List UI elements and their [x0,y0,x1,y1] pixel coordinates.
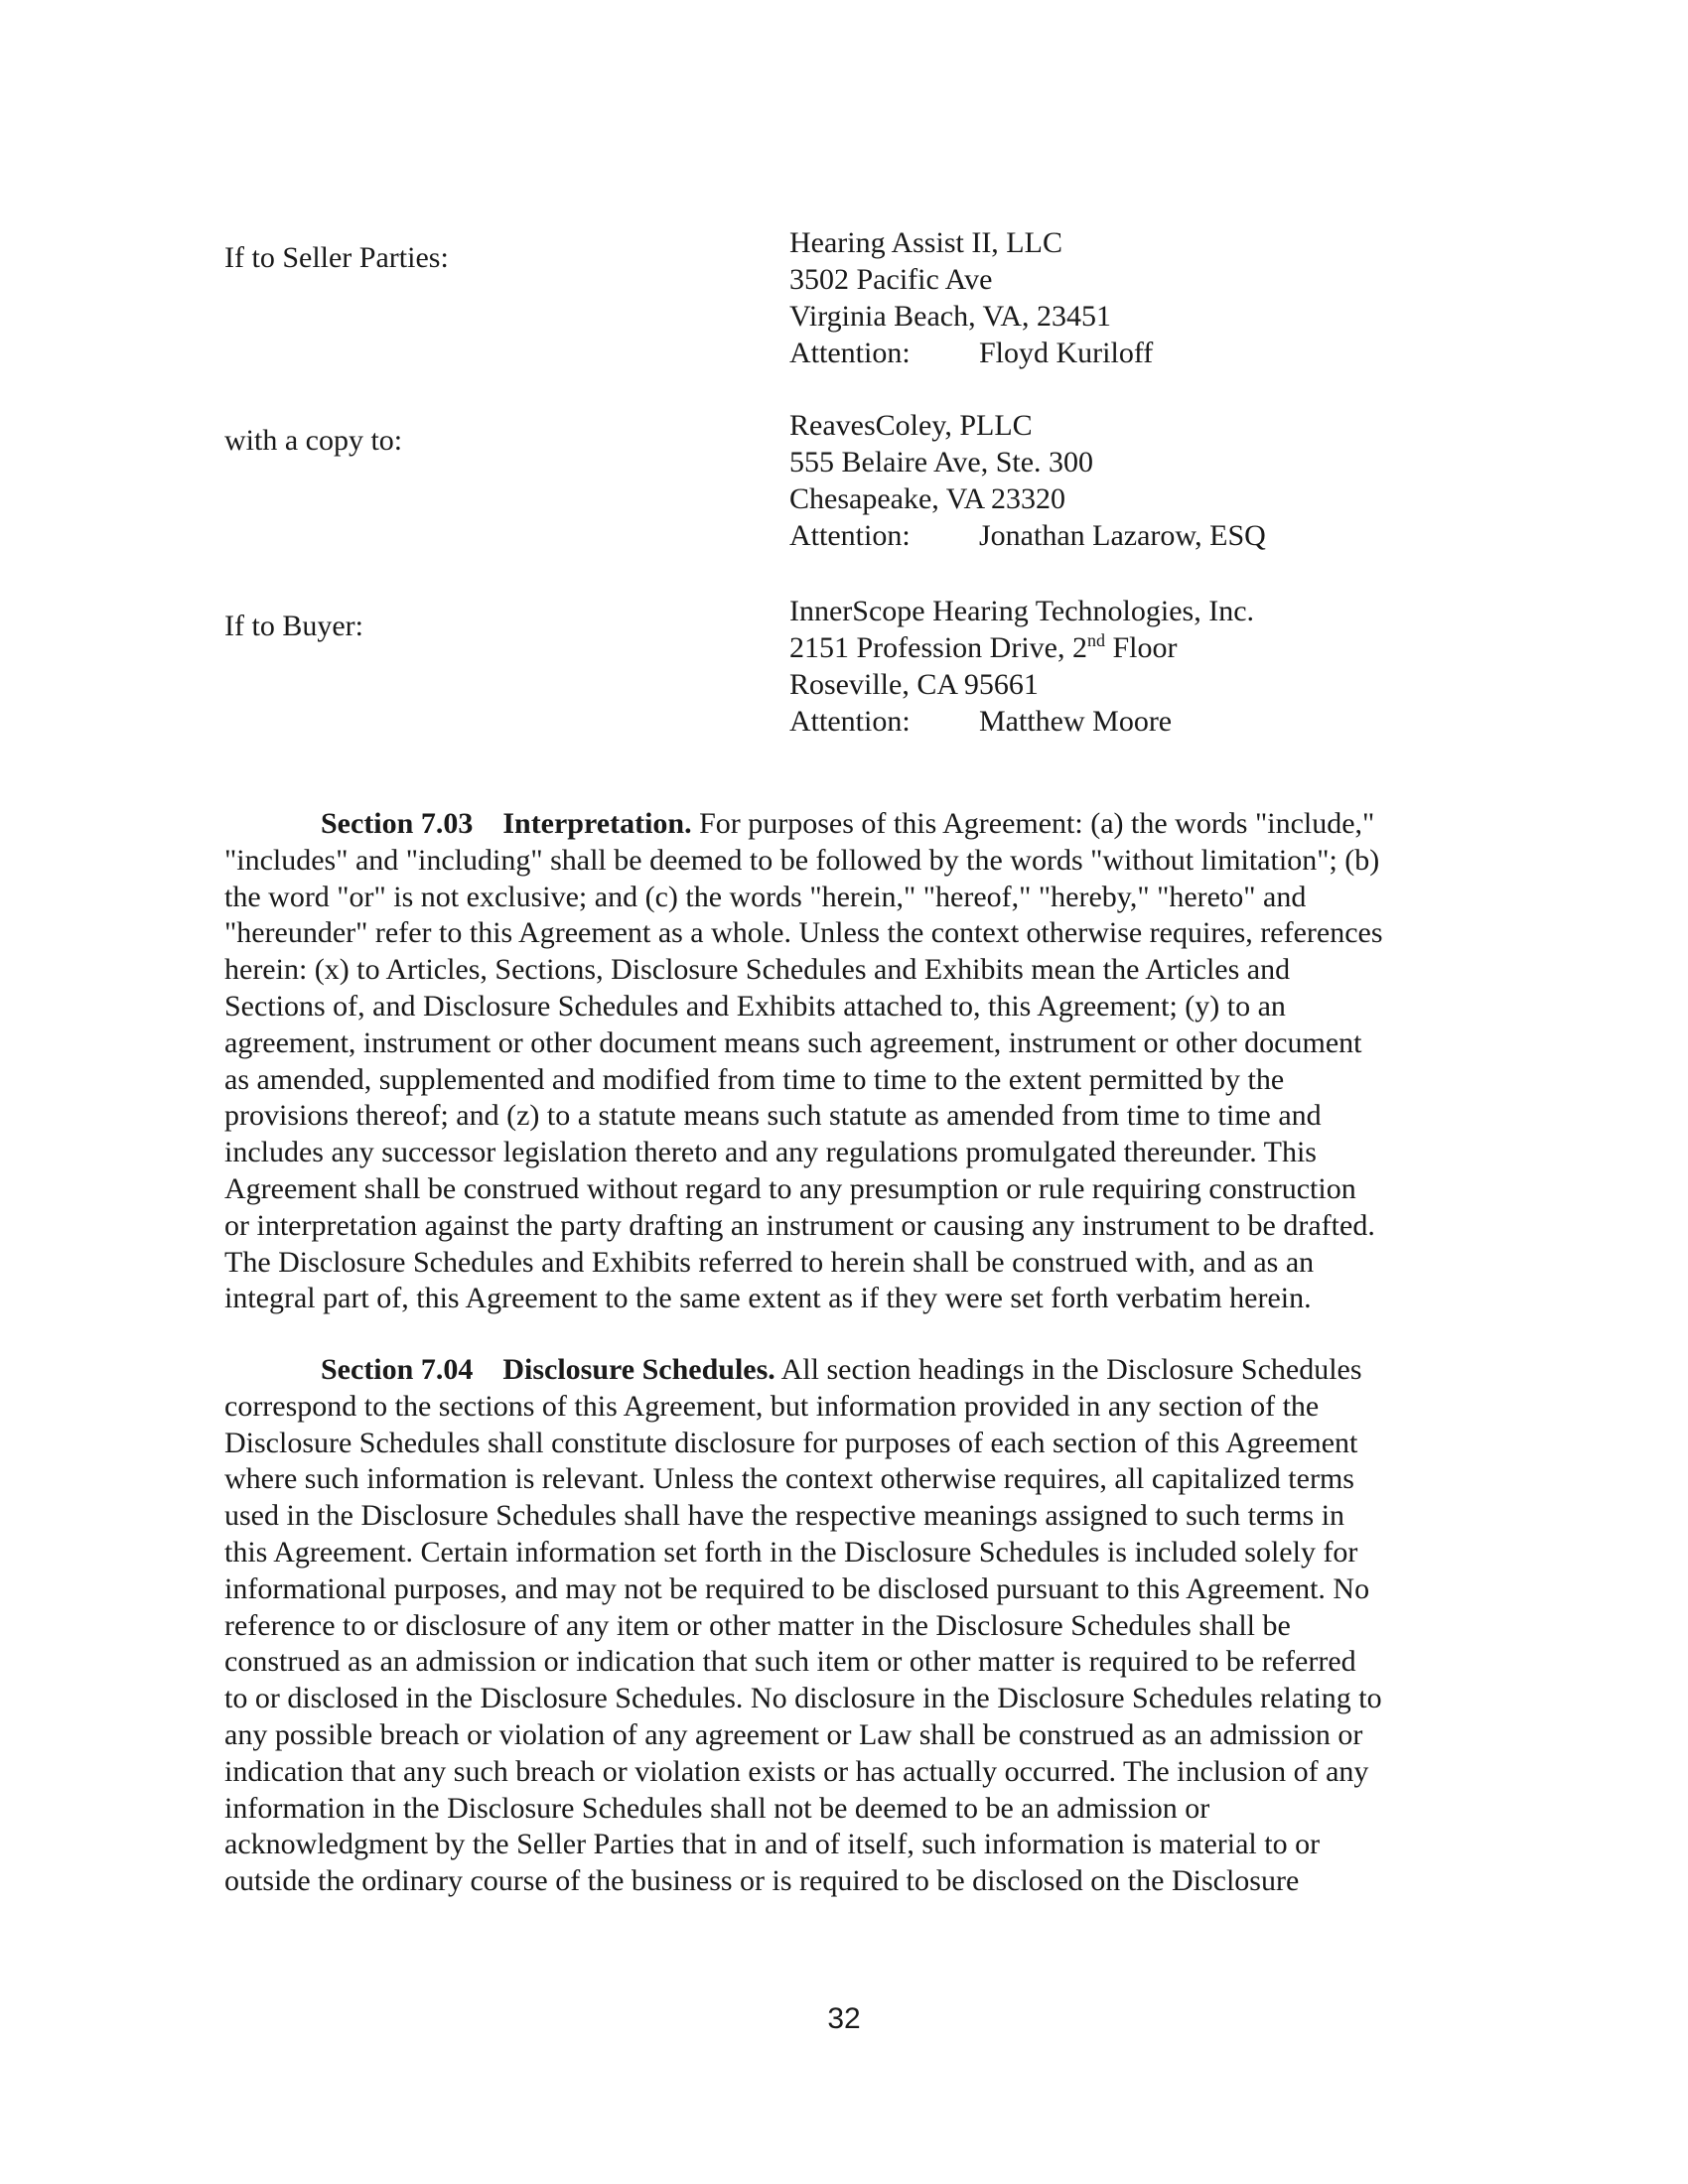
paragraph-line: used in the Disclosure Schedules shall have the respective meanings assigned to such terms in [224,1499,1345,1533]
attention-name: Floyd Kuriloff [979,337,1154,369]
paragraph-line: as amended, supplemented and modified from time to time to the extent permitted by the [224,1062,1285,1096]
address-line: Virginia Beach, VA, 23451 [789,300,1112,333]
address-line [789,629,1254,666]
paragraph-line: the word "or" is not exclusive; and (c) the words "herein," "hereof," "hereby," "hereto" and [224,880,1307,913]
address-line: ReavesColey, PLLC [789,409,1033,442]
ordinal-suffix: nd [1086,630,1105,650]
paragraph-line: "hereunder" refer to this Agreement as a whole. Unless the context otherwise requires, references [224,916,1383,950]
notice-address [789,224,1153,371]
notice-label: with a copy to: [224,424,403,457]
notice-label: If to Buyer: [224,610,363,642]
address-line: InnerScope Hearing Technologies, Inc. [789,595,1255,627]
attention-line [789,703,1254,740]
attention-label: Attention: [789,519,911,552]
section-first-line [224,1352,1476,1389]
address-floor: Floor [1104,631,1178,664]
section-7-03 [224,806,1476,1317]
paragraph-text: For purposes of this Agreement: (a) the words "include," [691,807,1375,840]
section-title: Interpretation. [502,807,692,840]
address-line: Chesapeake, VA 23320 [789,482,1066,515]
notice-label: If to Seller Parties: [224,241,449,274]
paragraph-line: Agreement shall be construed without regard to any presumption or rule requiring construction [224,1171,1356,1205]
section-7-04 [224,1352,1476,1900]
section-first-line [224,806,1476,843]
notice-address [789,407,1266,554]
paragraph-line: agreement, instrument or other document means such agreement, instrument or other document [224,1025,1362,1059]
paragraph-line: where such information is relevant. Unless the context otherwise requires, all capitalized terms [224,1462,1354,1496]
address-line: Hearing Assist II, LLC [789,226,1062,259]
address-street: 2151 Profession Drive, 2 [789,631,1087,664]
paragraph-line: integral part of, this Agreement to the same extent as if they were set forth verbatim herein. [224,1282,1312,1315]
paragraph-line: herein: (x) to Articles, Sections, Disclosure Schedules and Exhibits mean the Articles and [224,953,1291,987]
paragraph-line: "includes" and "including" shall be deemed to be followed by the words "without limitation"; (b) [224,843,1380,877]
attention-line [789,517,1266,554]
attention-line [789,335,1153,371]
section-title: Disclosure Schedules. [502,1353,775,1386]
paragraph-line: correspond to the sections of this Agreement, but information provided in any section of the [224,1389,1320,1423]
paragraph-line: to or disclosed in the Disclosure Schedules. No disclosure in the Disclosure Schedules relating to [224,1682,1382,1715]
section-number: Section 7.04 [321,1353,474,1386]
paragraph-text: All section headings in the Disclosure Schedules [774,1353,1362,1386]
notice-address [789,593,1254,740]
address-line: Roseville, CA 95661 [789,668,1039,701]
paragraph-line: or interpretation against the party drafting an instrument or causing any instrument to be drafted. [224,1208,1375,1242]
paragraph-line: provisions thereof; and (z) to a statute means such statute as amended from time to time and [224,1099,1322,1133]
paragraph-line: reference to or disclosure of any item or other matter in the Disclosure Schedules shall be [224,1608,1291,1642]
paragraph-line: The Disclosure Schedules and Exhibits referred to herein shall be construed with, and as an [224,1245,1315,1279]
address-line: 555 Belaire Ave, Ste. 300 [789,446,1094,478]
paragraph-line: includes any successor legislation thereto and any regulations promulgated thereunder. This [224,1136,1317,1169]
paragraph-line: construed as an admission or indication that such item or other matter is required to be referred [224,1645,1356,1679]
paragraph-line: Disclosure Schedules shall constitute disclosure for purposes of each section of this Agreement [224,1426,1358,1459]
attention-name: Jonathan Lazarow, ESQ [979,519,1266,552]
paragraph-line: this Agreement. Certain information set forth in the Disclosure Schedules is included solely for [224,1535,1358,1569]
address-line: 3502 Pacific Ave [789,263,993,296]
attention-label: Attention: [789,705,911,738]
paragraph-line: Sections of, and Disclosure Schedules and Exhibits attached to, this Agreement; (y) to an [224,989,1286,1023]
section-number: Section 7.03 [321,807,474,840]
attention-name: Matthew Moore [979,705,1173,738]
attention-label: Attention: [789,337,911,369]
page-number: 32 [827,2002,861,2035]
paragraph-line: any possible breach or violation of any agreement or Law shall be construed as an admission or [224,1717,1363,1751]
paragraph-line: informational purposes, and may not be required to be disclosed pursuant to this Agreement. No [224,1571,1370,1605]
paragraph-line: outside the ordinary course of the business or is required to be disclosed on the Disclosure [224,1864,1300,1898]
paragraph-line: acknowledgment by the Seller Parties that in and of itself, such information is material to or [224,1828,1321,1861]
paragraph-line: information in the Disclosure Schedules shall not be deemed to be an admission or [224,1791,1210,1825]
paragraph-line: indication that any such breach or violation exists or has actually occurred. The inclusion of any [224,1754,1369,1788]
